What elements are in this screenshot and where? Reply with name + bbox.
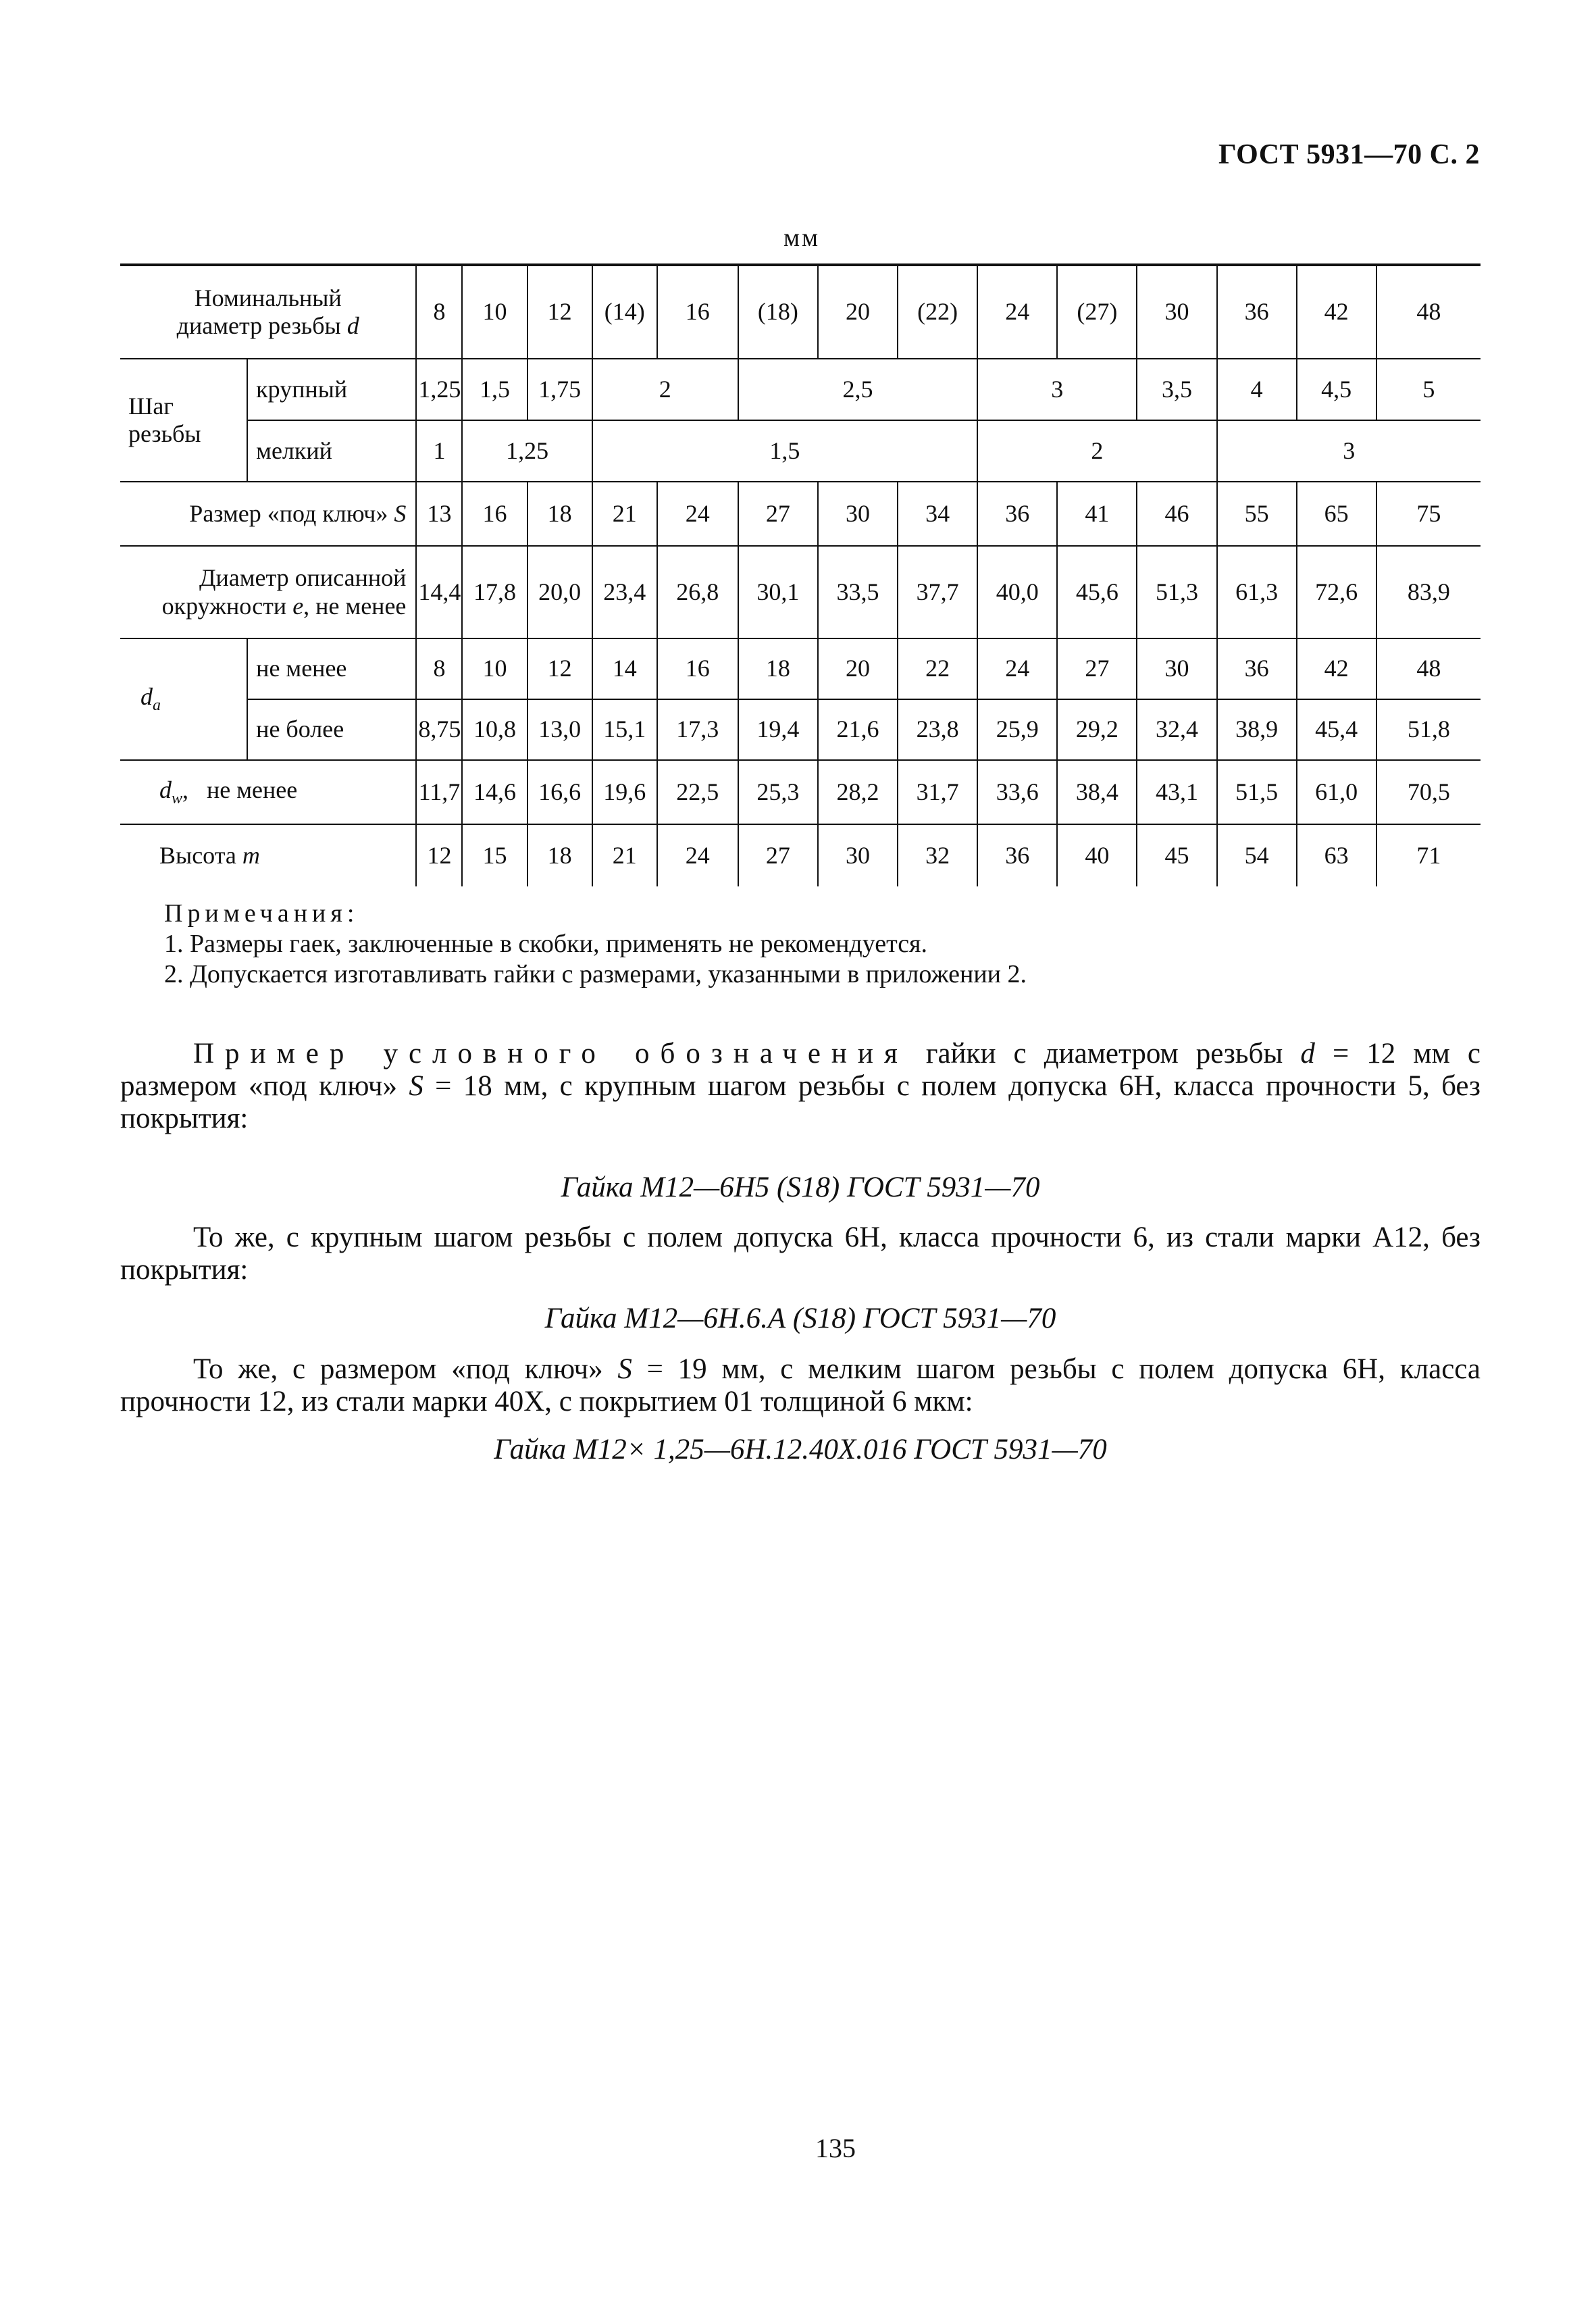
label-wrench-text: Размер «под ключ»: [189, 499, 388, 527]
cell-value: 16: [657, 265, 738, 359]
symbol-dw-sub: w: [172, 789, 183, 807]
row-pitch-coarse: [120, 359, 1481, 420]
cell-value: 61,3: [1217, 546, 1297, 638]
label-da-min: не менее: [247, 638, 416, 699]
cell-value: 51,8: [1376, 699, 1481, 760]
cell-value: 14,4: [416, 546, 462, 638]
cell-value: 13,0: [527, 699, 592, 760]
cell-value: 5: [1376, 359, 1481, 420]
cell-value: 15,1: [592, 699, 657, 760]
cell-value: 3: [977, 359, 1137, 420]
cell-value: 45,6: [1057, 546, 1137, 638]
cell-value: 34: [898, 482, 977, 546]
note-item: 1. Размеры гаек, заключенные в скобки, применять не рекомендуется.: [164, 930, 928, 958]
cell-value: 70,5: [1376, 760, 1481, 824]
notes: [164, 899, 1027, 990]
row-da-max: [120, 699, 1481, 760]
cell-value: 30: [1137, 638, 1216, 699]
units-label: мм: [783, 224, 821, 252]
cell-value: 20,0: [527, 546, 592, 638]
cell-value: 27: [738, 482, 818, 546]
cell-value: 2: [592, 359, 738, 420]
symbol-d: d: [1300, 1038, 1315, 1070]
row-dw-min: [120, 760, 1481, 824]
cell-value: 10: [462, 638, 527, 699]
cell-value: 83,9: [1376, 546, 1481, 638]
cell-value: 4: [1217, 359, 1297, 420]
label-wrench-size: [120, 482, 416, 546]
cell-value: 26,8: [657, 546, 738, 638]
label-thread-pitch: [120, 359, 247, 482]
cell-value: 36: [1217, 638, 1297, 699]
cell-value: 17,3: [657, 699, 738, 760]
cell-value: 48: [1376, 265, 1481, 359]
designation-2: Гайка М12—6Н.6.А (S18) ГОСТ 5931—70: [544, 1303, 1056, 1334]
symbol-da-sub: a: [153, 697, 161, 715]
cell-value: 3: [1217, 420, 1481, 482]
cell-value: 24: [657, 824, 738, 886]
cell-value: 30: [818, 482, 898, 546]
cell-value: 22,5: [657, 760, 738, 824]
cell-value: 30: [1137, 265, 1216, 359]
dimensions-table: [120, 263, 1481, 886]
cell-value: 46: [1137, 482, 1216, 546]
cell-value: 36: [1217, 265, 1297, 359]
cell-value: 14,6: [462, 760, 527, 824]
label-da: [120, 638, 247, 760]
label-pitch-line2: резьбы: [128, 420, 201, 447]
cell-value: 13: [416, 482, 462, 546]
symbol-dw: d: [159, 776, 172, 803]
cell-value: 1: [416, 420, 462, 482]
example-paragraph-1: [120, 1038, 1481, 1135]
cell-value: 55: [1217, 482, 1297, 546]
cell-value: 18: [738, 638, 818, 699]
cell-value: 19,4: [738, 699, 818, 760]
label-pitch-line1: Шаг: [128, 392, 174, 420]
note-item: 2. Допускается изготавливать гайки с размерами, указанными в приложении 2.: [164, 960, 1027, 988]
cell-value: 3,5: [1137, 359, 1216, 420]
cell-value: 29,2: [1057, 699, 1137, 760]
cell-value: 18: [527, 482, 592, 546]
row-wrench-size: [120, 482, 1481, 546]
cell-value: 11,7: [416, 760, 462, 824]
cell-value: 21: [592, 482, 657, 546]
cell-value: 21,6: [818, 699, 898, 760]
symbol-s: S: [617, 1353, 632, 1385]
cell-value: 37,7: [898, 546, 977, 638]
notes-title: Примечания:: [164, 899, 359, 928]
cell-value: 28,2: [818, 760, 898, 824]
example-text: = 12 мм с размером «под ключ»: [120, 1038, 1481, 1102]
label-nominal-line2: диаметр резьбы: [176, 312, 341, 339]
cell-value: 10: [462, 265, 527, 359]
example-text: гайки с диаметром резьбы: [908, 1038, 1301, 1070]
example-text: То же, с размером «под ключ»: [193, 1353, 618, 1385]
cell-value: (22): [898, 265, 977, 359]
label-dw-min: [120, 760, 416, 824]
cell-value: 42: [1297, 265, 1376, 359]
cell-value: 24: [657, 482, 738, 546]
cell-value: 51,5: [1217, 760, 1297, 824]
cell-value: 21: [592, 824, 657, 886]
label-circumscribed-diameter: [120, 546, 416, 638]
example-text: = 19 мм, с мелким шагом резьбы с полем допуска 6Н, класса прочности 12, из стали марки 40Х, с покрытием 01 толщиной 6 мкм:: [120, 1353, 1481, 1417]
row-circumscribed-diameter: [120, 546, 1481, 638]
cell-value: 19,6: [592, 760, 657, 824]
cell-value: 12: [527, 265, 592, 359]
row-height: [120, 824, 1481, 886]
cell-value: 30: [818, 824, 898, 886]
symbol-m: m: [242, 841, 260, 869]
label-circ-suffix: , не менее: [303, 592, 407, 620]
label-dw-suffix: , не менее: [182, 776, 298, 803]
cell-value: 20: [818, 638, 898, 699]
symbol-s: S: [409, 1070, 423, 1102]
cell-value: 72,6: [1297, 546, 1376, 638]
cell-value: 12: [416, 824, 462, 886]
cell-value: 40: [1057, 824, 1137, 886]
cell-value: 1,25: [416, 359, 462, 420]
cell-value: 14: [592, 638, 657, 699]
cell-value: 25,9: [977, 699, 1057, 760]
cell-value: 71: [1376, 824, 1481, 886]
cell-value: 51,3: [1137, 546, 1216, 638]
cell-value: 36: [977, 482, 1057, 546]
symbol-da: d: [140, 683, 153, 711]
row-pitch-fine: [120, 420, 1481, 482]
cell-value: 10,8: [462, 699, 527, 760]
label-circ-line2: окружности: [161, 592, 287, 620]
cell-value: 1,5: [462, 359, 527, 420]
cell-value: 2: [977, 420, 1216, 482]
cell-value: 63: [1297, 824, 1376, 886]
cell-value: 48: [1376, 638, 1481, 699]
designation-3: Гайка М12× 1,25—6Н.12.40Х.016 ГОСТ 5931—70: [494, 1434, 1107, 1465]
cell-value: 27: [1057, 638, 1137, 699]
cell-value: 1,25: [462, 420, 592, 482]
cell-value: 1,75: [527, 359, 592, 420]
cell-value: 4,5: [1297, 359, 1376, 420]
cell-value: 32: [898, 824, 977, 886]
cell-value: 31,7: [898, 760, 977, 824]
cell-value: 16,6: [527, 760, 592, 824]
cell-value: 41: [1057, 482, 1137, 546]
cell-value: 40,0: [977, 546, 1057, 638]
cell-value: 36: [977, 824, 1057, 886]
cell-value: 45,4: [1297, 699, 1376, 760]
cell-value: 32,4: [1137, 699, 1216, 760]
cell-value: 75: [1376, 482, 1481, 546]
cell-value: 15: [462, 824, 527, 886]
label-da-max: не более: [247, 699, 416, 760]
cell-value: 22: [898, 638, 977, 699]
label-nominal-diameter: [120, 265, 416, 359]
example-text: = 18 мм, с крупным шагом резьбы с полем допуска 6Н, класса прочности 5, без покрытия:: [120, 1070, 1481, 1134]
cell-value: 12: [527, 638, 592, 699]
cell-value: 33,6: [977, 760, 1057, 824]
cell-value: 42: [1297, 638, 1376, 699]
example-paragraph-2: То же, с крупным шагом резьбы с полем допуска 6Н, класса прочности 6, из стали марки А12, без покрытия:: [120, 1222, 1481, 1286]
label-pitch-coarse: крупный: [247, 359, 416, 420]
page-number: 135: [815, 2133, 856, 2163]
row-da-min: [120, 638, 1481, 699]
cell-value: 18: [527, 824, 592, 886]
cell-value: 54: [1217, 824, 1297, 886]
symbol-d: d: [346, 312, 359, 339]
label-pitch-fine: мелкий: [247, 420, 416, 482]
cell-value: 45: [1137, 824, 1216, 886]
label-height-text: Высота: [159, 841, 236, 869]
cell-value: (27): [1057, 265, 1137, 359]
cell-value: 17,8: [462, 546, 527, 638]
label-nominal-line1: Номинальный: [194, 284, 342, 311]
symbol-e: e: [292, 592, 304, 620]
cell-value: 65: [1297, 482, 1376, 546]
example-paragraph-3: [120, 1353, 1481, 1418]
cell-value: 23,4: [592, 546, 657, 638]
cell-value: 30,1: [738, 546, 818, 638]
label-height: [120, 824, 416, 886]
cell-value: 8,75: [416, 699, 462, 760]
row-nominal-diameter: [120, 265, 1481, 359]
cell-value: (14): [592, 265, 657, 359]
cell-value: 25,3: [738, 760, 818, 824]
cell-value: 23,8: [898, 699, 977, 760]
cell-value: 43,1: [1137, 760, 1216, 824]
cell-value: 16: [462, 482, 527, 546]
example-heading: Пример условного обозначения: [193, 1038, 908, 1070]
label-circ-line1: Диаметр описанной: [199, 564, 407, 592]
symbol-s: S: [394, 499, 407, 527]
cell-value: 2,5: [738, 359, 977, 420]
cell-value: 16: [657, 638, 738, 699]
cell-value: 38,4: [1057, 760, 1137, 824]
cell-value: 8: [416, 638, 462, 699]
designation-1: Гайка М12—6Н5 (S18) ГОСТ 5931—70: [561, 1172, 1040, 1203]
cell-value: 38,9: [1217, 699, 1297, 760]
cell-value: (18): [738, 265, 818, 359]
cell-value: 61,0: [1297, 760, 1376, 824]
cell-value: 24: [977, 638, 1057, 699]
cell-value: 27: [738, 824, 818, 886]
cell-value: 8: [416, 265, 462, 359]
cell-value: 24: [977, 265, 1057, 359]
document-header: ГОСТ 5931—70 С. 2: [1218, 139, 1480, 170]
cell-value: 20: [818, 265, 898, 359]
cell-value: 1,5: [592, 420, 978, 482]
cell-value: 33,5: [818, 546, 898, 638]
